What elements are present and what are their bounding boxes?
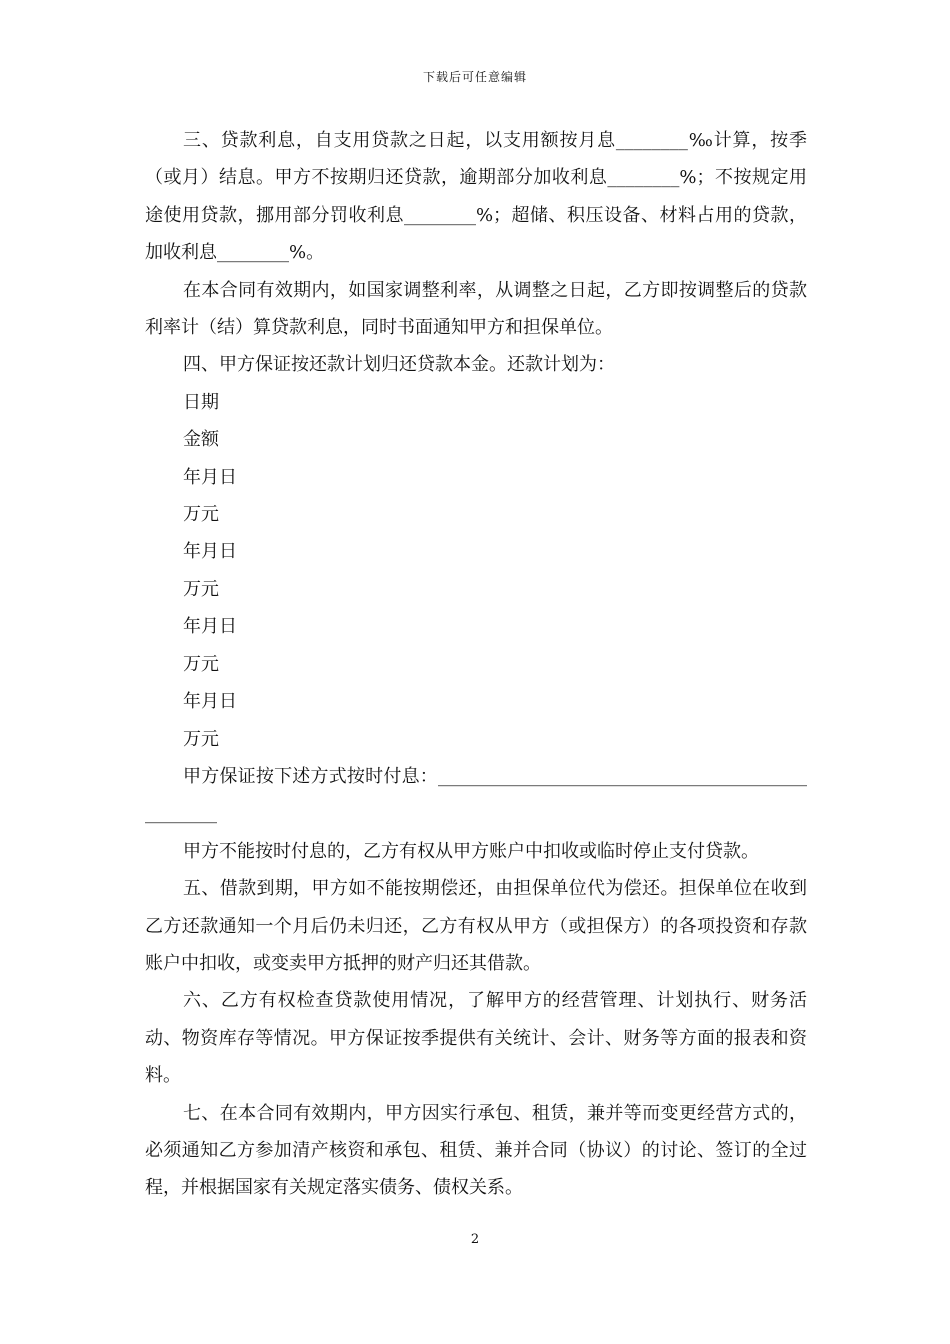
- plan-item-date: 年月日: [183, 616, 237, 638]
- plan-item-amount: 万元: [183, 504, 219, 526]
- paragraph-interest-payment: 甲方保证按下述方式按时付息：_________________________________________________: [145, 765, 807, 825]
- plan-item-date: 日期: [183, 391, 219, 413]
- plan-item-date: 年月日: [183, 466, 237, 488]
- plan-item-amount: 万元: [183, 728, 219, 750]
- plan-item-date: 年月日: [183, 691, 237, 713]
- paragraph-rate-adjustment: 在本合同有效期内，如国家调整利率，从调整之日起，乙方即按调整后的贷款利率计（结）算贷款利息，同时书面通知甲方和担保单位。: [145, 279, 807, 339]
- document-body: [145, 122, 807, 1207]
- page-header: 下载后可任意编辑: [422, 70, 527, 84]
- plan-item-amount: 金额: [183, 429, 219, 451]
- plan-item-date: 年月日: [183, 541, 237, 563]
- paragraph-business-change: 七、在本合同有效期内，甲方因实行承包、租赁，兼并等而变更经营方式的，必须通知乙方参加清产核资和承包、租赁、兼并合同（协议）的讨论、签订的全过程，并根据国家有关规定落实债务、债权关系。: [145, 1102, 807, 1199]
- paragraph-deduction: 甲方不能按时付息的，乙方有权从甲方账户中扣收或临时停止支付贷款。: [183, 840, 759, 862]
- paragraph-inspection: 六、乙方有权检查贷款使用情况，了解甲方的经营管理、计划执行、财务活动、物资库存等情况。甲方保证按季提供有关统计、会计、财务等方面的报表和资料。: [145, 990, 807, 1087]
- page-number: 2: [470, 1232, 480, 1247]
- plan-item-amount: 万元: [183, 578, 219, 600]
- plan-item-amount: 万元: [183, 653, 219, 675]
- paragraph-interest: 三、贷款利息，自支用贷款之日起，以支用额按月息________‰计算，按季（或月）结息。甲方不按期归还贷款，逾期部分加收利息________%；不按规定用途使用贷款，挪用部分罚收利息________%；超储、积压设备、材料占用的贷款，加收利息________%。: [145, 130, 807, 264]
- paragraph-guarantor: 五、借款到期，甲方如不能按期偿还，由担保单位代为偿还。担保单位在收到乙方还款通知一个月后仍未归还，乙方有权从甲方（或担保方）的各项投资和存款账户中扣收，或变卖甲方抵押的财产归还其借款。: [145, 878, 807, 974]
- paragraph-repayment-plan: 四、甲方保证按还款计划归还贷款本金。还款计划为：: [183, 354, 615, 376]
